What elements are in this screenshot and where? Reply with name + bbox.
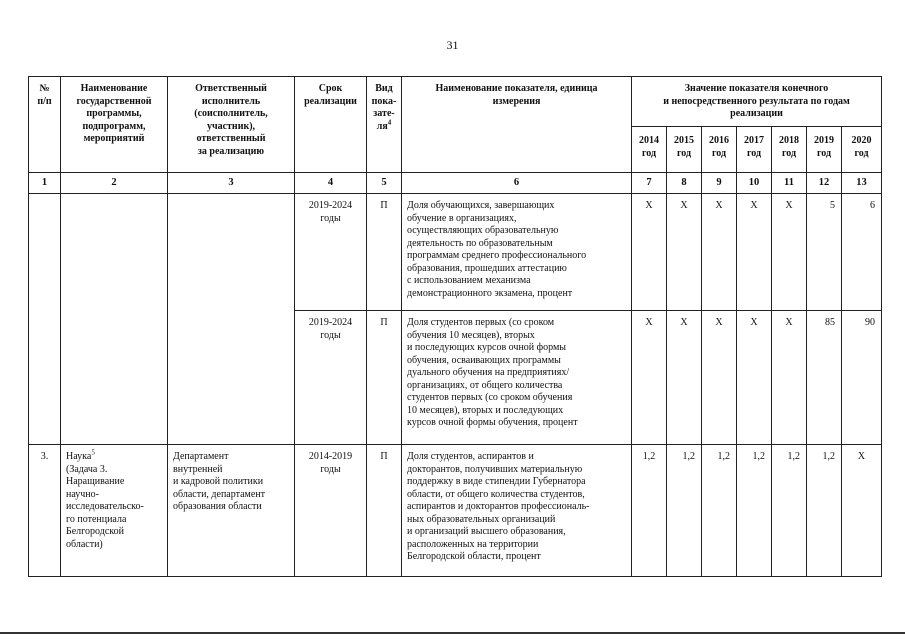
row-program: Наука$^5$ (Задача 3. Наращивание научно- исследовательско- го потенциала Белгородской области) xyxy=(61,445,168,577)
row-period: 2019-2024 годы xyxy=(295,311,367,445)
row-period: 2019-2024 годы xyxy=(295,194,367,311)
header-year-2017: 2017 год xyxy=(737,127,772,173)
row-number xyxy=(29,194,61,445)
value-2017: 1,2 xyxy=(737,445,772,577)
row-program xyxy=(61,194,168,445)
value-2018: X xyxy=(772,194,807,311)
table-row xyxy=(29,445,882,577)
value-2020: X xyxy=(842,445,882,577)
header-year-2018: 2018 год xyxy=(772,127,807,173)
value-2015: 1,2 xyxy=(667,445,702,577)
column-number-row: 1 2 3 4 5 6 7 8 9 10 11 12 13 xyxy=(29,173,882,194)
page-bottom-edge xyxy=(0,632,905,634)
row-indicator: Доля студентов первых (со сроком обучения 10 месяцев), вторых и последующих курсов очной формы обучения, осваивающих программы дуального обучения на предприятиях/ организациях, от общего количества студентов первых (со сроком обучения 10 месяцев), вторых и последующих курсов очной формы обучения, процент xyxy=(402,311,632,445)
row-executor: Департамент внутренней и кадровой политики области, департамент образования области xyxy=(168,445,295,577)
value-2018: X xyxy=(772,311,807,445)
value-2016: X xyxy=(702,194,737,311)
row-indicator: Доля студентов, аспирантов и докторантов, получивших материальную поддержку в виде стипендии Губернатора области, от общего количества студентов, аспирантов и докторантов профессиональ- ных образовательных организаций и организаций высшего образования, расположенных на территории Белгородской области, процент xyxy=(402,445,632,577)
header-year-2016: 2016 год xyxy=(702,127,737,173)
table-row xyxy=(29,194,882,311)
value-2016: X xyxy=(702,311,737,445)
value-2018: 1,2 xyxy=(772,445,807,577)
row-period: 2014-2019 годы xyxy=(295,445,367,577)
header-indicator: Наименование показателя, единица измерения xyxy=(402,77,632,173)
row-type: П xyxy=(367,194,402,311)
page-number: 31 xyxy=(446,38,459,52)
header-year-2015: 2015 год xyxy=(667,127,702,173)
value-2019: 5 xyxy=(807,194,842,311)
value-2017: X xyxy=(737,311,772,445)
header-year-2014: 2014 год xyxy=(632,127,667,173)
value-2017: X xyxy=(737,194,772,311)
row-number: 3. xyxy=(29,445,61,577)
header-number: № п/п xyxy=(29,77,61,173)
row-indicator: Доля обучающихся, завершающих обучение в организациях, осуществляющих образовательную деятельность по образовательным программам среднего профессионального образования, прошедших аттестацию с использованием механизма демонстрационного экзамена, процент xyxy=(402,194,632,311)
value-2014: 1,2 xyxy=(632,445,667,577)
value-2020: 6 xyxy=(842,194,882,311)
header-executor: Ответственный исполнитель (соисполнитель, участник), ответственный за реализацию xyxy=(168,77,295,173)
header-program: Наименование государственной программы, подпрограмм, мероприятий xyxy=(61,77,168,173)
row-type: П xyxy=(367,445,402,577)
header-period: Срок реализации xyxy=(295,77,367,173)
value-2016: 1,2 xyxy=(702,445,737,577)
value-2019: 1,2 xyxy=(807,445,842,577)
value-2014: X xyxy=(632,311,667,445)
row-executor xyxy=(168,194,295,445)
header-year-2019: 2019 год xyxy=(807,127,842,173)
header-type: Вид пока- зате- $ля^4$ xyxy=(367,77,402,173)
value-2014: X xyxy=(632,194,667,311)
value-2015: X xyxy=(667,194,702,311)
value-2015: X xyxy=(667,311,702,445)
value-2019: 85 xyxy=(807,311,842,445)
indicator-table xyxy=(28,76,882,577)
header-year-2020: 2020 год xyxy=(842,127,882,173)
header-values-group: Значение показателя конечного и непосредственного результата по годам реализации xyxy=(632,77,882,127)
row-type: П xyxy=(367,311,402,445)
value-2020: 90 xyxy=(842,311,882,445)
